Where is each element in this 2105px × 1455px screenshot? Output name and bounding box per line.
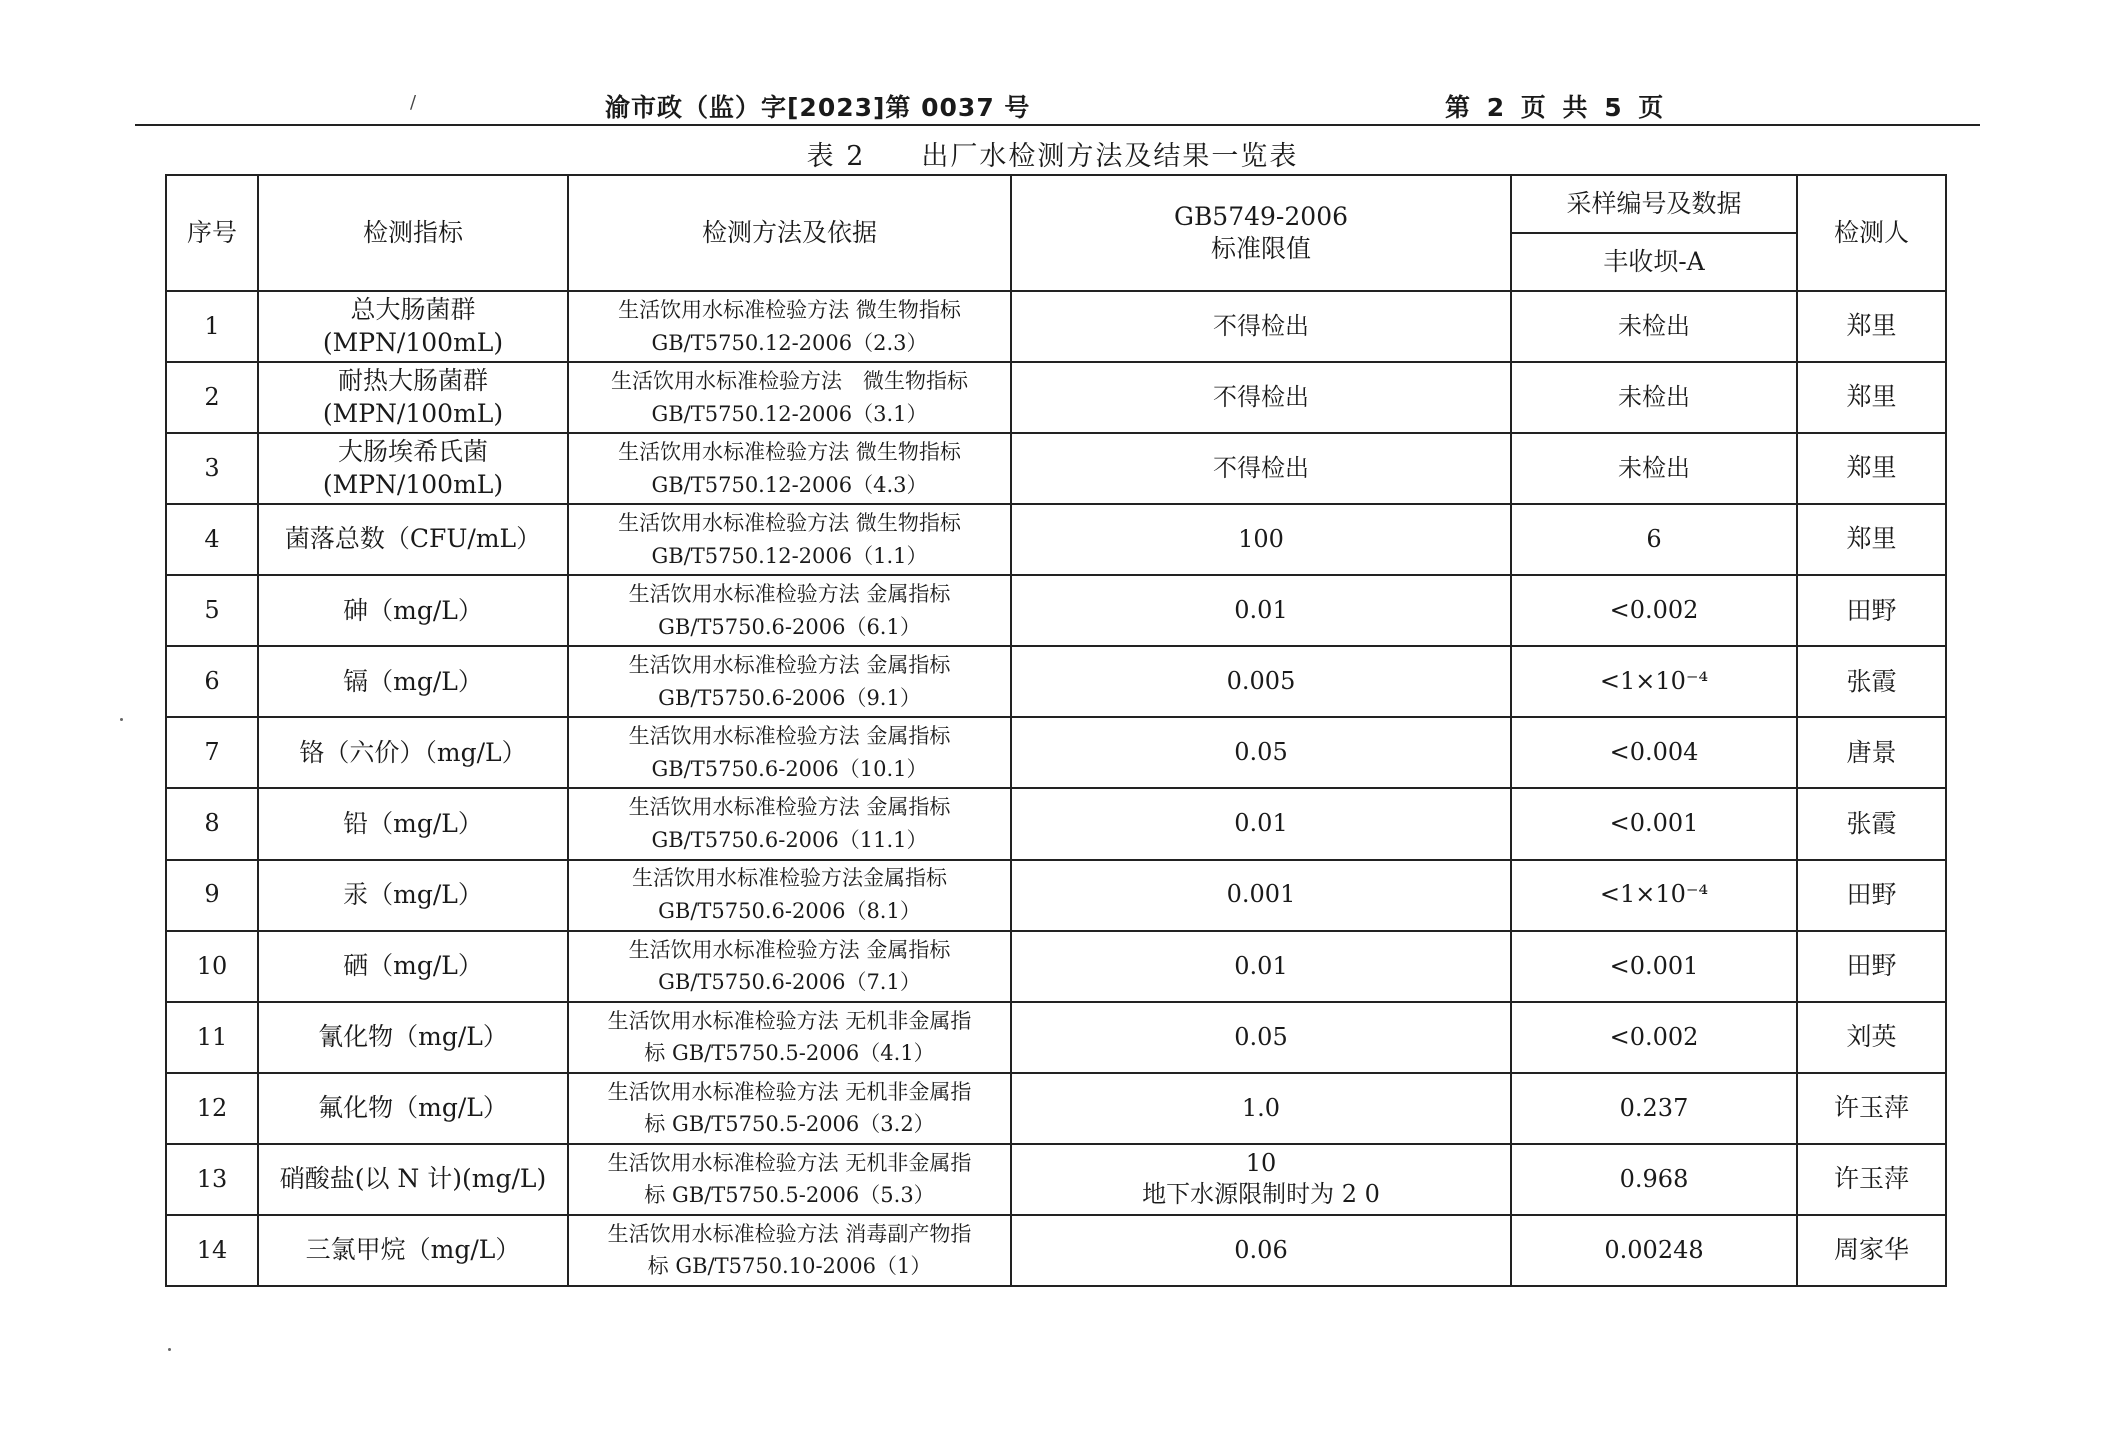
table-row <box>166 433 1946 504</box>
row-person: 郑里 <box>1797 433 1946 504</box>
indicator-text: 砷（mg/L） <box>343 595 483 625</box>
method-text: GB/T5750.6-2006（11.1） <box>651 827 928 852</box>
row-indicator <box>258 504 568 575</box>
indicator-text: 铬（六价）（mg/L） <box>299 737 527 767</box>
row-method <box>568 291 1011 362</box>
indicator-text: 耐热大肠菌群 <box>337 366 488 396</box>
row-index: 11 <box>166 1002 258 1073</box>
limit-text: 0.05 <box>1234 738 1288 767</box>
row-method <box>568 788 1011 859</box>
limit-text: 地下水源限制时为 2 0 <box>1142 1180 1380 1209</box>
table-row <box>166 1002 1946 1073</box>
limit-text: 不得检出 <box>1213 311 1309 340</box>
row-standard-limit <box>1011 860 1511 931</box>
row-indicator <box>258 931 568 1002</box>
indicator-text: 硒（mg/L） <box>343 950 483 980</box>
indicator-text: 三氯甲烷（mg/L） <box>305 1235 521 1265</box>
results-table <box>165 174 1947 1287</box>
row-result: <1×10⁻⁴ <box>1511 646 1797 717</box>
method-text: GB/T5750.6-2006（9.1） <box>658 685 921 710</box>
row-indicator <box>258 860 568 931</box>
row-method <box>568 717 1011 788</box>
indicator-text: 氟化物（mg/L） <box>318 1092 508 1122</box>
row-index: 10 <box>166 931 258 1002</box>
indicator-text: 汞（mg/L） <box>343 879 483 909</box>
method-text: 生活饮用水标准检验方法 无机非金属指 <box>607 1079 972 1104</box>
row-indicator <box>258 1144 568 1215</box>
indicator-text: 总大肠菌群 <box>350 295 476 325</box>
method-text: GB/T5750.12-2006（3.1） <box>651 401 928 426</box>
row-result: <0.001 <box>1511 788 1797 859</box>
row-standard-limit <box>1011 433 1511 504</box>
row-method <box>568 1144 1011 1215</box>
indicator-text: 铅（mg/L） <box>343 808 483 838</box>
row-indicator <box>258 291 568 362</box>
row-indicator <box>258 717 568 788</box>
table-row <box>166 788 1946 859</box>
row-result: 未检出 <box>1511 433 1797 504</box>
method-text: GB/T5750.12-2006（2.3） <box>651 330 928 355</box>
limit-text: 0.01 <box>1234 596 1288 625</box>
row-person: 唐景 <box>1797 717 1946 788</box>
row-indicator <box>258 362 568 433</box>
method-text: 生活饮用水标准检验方法金属指标 <box>632 866 947 891</box>
row-method <box>568 1215 1011 1286</box>
document-number: 渝市政（监）字[2023]第 0037 号 <box>605 93 1031 122</box>
row-result: 未检出 <box>1511 291 1797 362</box>
header-index: 序号 <box>166 175 258 291</box>
table-row <box>166 291 1946 362</box>
limit-text: 不得检出 <box>1213 383 1309 411</box>
limit-text: 0.01 <box>1234 809 1288 838</box>
method-text: 生活饮用水标准检验方法 微生物指标 <box>611 369 968 394</box>
header-sample-group: 采样编号及数据 <box>1511 175 1797 233</box>
method-text: 生活饮用水标准检验方法 无机非金属指 <box>607 1150 972 1175</box>
indicator-text: (MPN/100mL) <box>322 398 504 428</box>
method-text: 生活饮用水标准检验方法 消毒副产物指 <box>607 1221 972 1246</box>
table-row <box>166 646 1946 717</box>
limit-text: 不得检出 <box>1213 454 1309 483</box>
row-person: 刘英 <box>1797 1002 1946 1073</box>
method-text: 生活饮用水标准检验方法 金属指标 <box>628 937 951 962</box>
row-index: 1 <box>166 291 258 362</box>
row-indicator <box>258 788 568 859</box>
row-standard-limit <box>1011 1215 1511 1286</box>
row-person: 周家华 <box>1797 1215 1946 1286</box>
row-person: 田野 <box>1797 860 1946 931</box>
header-method: 检测方法及依据 <box>568 175 1011 291</box>
row-result: 0.00248 <box>1511 1215 1797 1286</box>
method-text: 生活饮用水标准检验方法 无机非金属指 <box>607 1008 972 1033</box>
table-row <box>166 1144 1946 1215</box>
row-person: 郑里 <box>1797 291 1946 362</box>
header-indicator: 检测指标 <box>258 175 568 291</box>
limit-text: 0.005 <box>1226 667 1296 696</box>
table-row <box>166 860 1946 931</box>
method-text: 标 GB/T5750.5-2006（4.1） <box>644 1041 935 1066</box>
row-indicator <box>258 646 568 717</box>
indicator-text: (MPN/100mL) <box>322 469 504 499</box>
limit-text: 100 <box>1238 525 1284 554</box>
scan-speck <box>120 718 123 721</box>
indicator-text: 大肠埃希氏菌 <box>337 437 488 467</box>
row-person: 郑里 <box>1797 362 1946 433</box>
row-indicator <box>258 1073 568 1144</box>
row-person: 许玉萍 <box>1797 1144 1946 1215</box>
row-standard-limit <box>1011 788 1511 859</box>
row-standard-limit <box>1011 575 1511 646</box>
method-text: 标 GB/T5750.5-2006（5.3） <box>644 1183 935 1208</box>
row-person: 田野 <box>1797 931 1946 1002</box>
row-result: 0.968 <box>1511 1144 1797 1215</box>
row-standard-limit <box>1011 1002 1511 1073</box>
row-standard-limit <box>1011 504 1511 575</box>
row-index: 4 <box>166 504 258 575</box>
row-result: <1×10⁻⁴ <box>1511 860 1797 931</box>
row-method <box>568 860 1011 931</box>
table-caption <box>0 134 2105 173</box>
limit-text: 0.01 <box>1234 951 1288 980</box>
limit-text: 10 <box>1245 1149 1277 1178</box>
row-result: <0.004 <box>1511 717 1797 788</box>
method-text: 标 GB/T5750.5-2006（3.2） <box>644 1112 935 1137</box>
row-result: 未检出 <box>1511 362 1797 433</box>
row-standard-limit <box>1011 1073 1511 1144</box>
row-index: 5 <box>166 575 258 646</box>
row-index: 7 <box>166 717 258 788</box>
indicator-text: 镉（mg/L） <box>343 666 483 696</box>
method-text: 生活饮用水标准检验方法 微生物指标 <box>618 297 961 322</box>
table-row <box>166 362 1946 433</box>
row-indicator <box>258 1002 568 1073</box>
table-row <box>166 931 1946 1002</box>
header-limit-label: 标准限值 <box>1210 234 1311 263</box>
row-index: 13 <box>166 1144 258 1215</box>
page-header <box>135 88 1980 126</box>
method-text: GB/T5750.12-2006（4.3） <box>651 472 928 497</box>
method-text: GB/T5750.6-2006（6.1） <box>658 614 921 639</box>
method-text: 生活饮用水标准检验方法 金属指标 <box>628 582 951 607</box>
row-method <box>568 575 1011 646</box>
method-text: 标 GB/T5750.10-2006（1） <box>647 1254 932 1279</box>
row-index: 14 <box>166 1215 258 1286</box>
row-result: <0.001 <box>1511 931 1797 1002</box>
row-result: <0.002 <box>1511 575 1797 646</box>
header-standard-limit <box>1011 175 1511 291</box>
row-person: 张霞 <box>1797 788 1946 859</box>
method-text: 生活饮用水标准检验方法 金属指标 <box>628 795 951 820</box>
table-number: 表 2 <box>806 141 866 172</box>
method-text: 生活饮用水标准检验方法 微生物指标 <box>618 511 961 536</box>
row-standard-limit <box>1011 1144 1511 1215</box>
table-row <box>166 504 1946 575</box>
table-row <box>166 575 1946 646</box>
row-index: 2 <box>166 362 258 433</box>
row-method <box>568 1073 1011 1144</box>
header-sample-id: 丰收坝-A <box>1511 233 1797 291</box>
indicator-text: 氰化物（mg/L） <box>318 1021 508 1051</box>
method-text: 生活饮用水标准检验方法 金属指标 <box>628 724 951 749</box>
row-standard-limit <box>1011 291 1511 362</box>
row-standard-limit <box>1011 931 1511 1002</box>
row-standard-limit <box>1011 717 1511 788</box>
row-person: 张霞 <box>1797 646 1946 717</box>
indicator-text: 硝酸盐(以 N 计)(mg/L) <box>279 1164 547 1194</box>
limit-text: 0.001 <box>1226 880 1296 909</box>
row-index: 9 <box>166 860 258 931</box>
row-standard-limit <box>1011 362 1511 433</box>
method-text: 生活饮用水标准检验方法 微生物指标 <box>618 440 961 465</box>
method-text: GB/T5750.12-2006（1.1） <box>651 543 928 568</box>
page-number: 第 2 页 共 5 页 <box>1445 93 1668 122</box>
table-row <box>166 1073 1946 1144</box>
row-index: 12 <box>166 1073 258 1144</box>
table-title: 出厂水检测方法及结果一览表 <box>921 141 1299 172</box>
method-text: GB/T5750.6-2006（7.1） <box>658 970 921 995</box>
table-row <box>166 1215 1946 1286</box>
row-person: 田野 <box>1797 575 1946 646</box>
limit-text: 0.05 <box>1234 1022 1288 1051</box>
method-text: GB/T5750.6-2006（8.1） <box>658 899 921 924</box>
row-result: 0.237 <box>1511 1073 1797 1144</box>
row-indicator <box>258 1215 568 1286</box>
row-result: <0.002 <box>1511 1002 1797 1073</box>
method-text: GB/T5750.6-2006（10.1） <box>651 756 928 781</box>
row-indicator <box>258 575 568 646</box>
row-indicator <box>258 433 568 504</box>
row-method <box>568 646 1011 717</box>
row-index: 6 <box>166 646 258 717</box>
row-result: 6 <box>1511 504 1797 575</box>
row-standard-limit <box>1011 646 1511 717</box>
header-standard-code: GB5749-2006 <box>1173 201 1349 231</box>
indicator-text: 菌落总数（CFU/mL） <box>284 524 542 554</box>
row-person: 郑里 <box>1797 504 1946 575</box>
indicator-text: (MPN/100mL) <box>322 327 504 357</box>
row-method <box>568 504 1011 575</box>
header-mark: / <box>410 92 417 113</box>
row-method <box>568 1002 1011 1073</box>
row-index: 8 <box>166 788 258 859</box>
row-person: 许玉萍 <box>1797 1073 1946 1144</box>
method-text: 生活饮用水标准检验方法 金属指标 <box>628 653 951 678</box>
row-method <box>568 931 1011 1002</box>
limit-text: 0.06 <box>1234 1235 1288 1264</box>
header-person: 检测人 <box>1797 175 1946 291</box>
limit-text: 1.0 <box>1241 1093 1281 1122</box>
table-row <box>166 717 1946 788</box>
row-method <box>568 362 1011 433</box>
row-index: 3 <box>166 433 258 504</box>
scan-speck <box>168 1348 171 1351</box>
row-method <box>568 433 1011 504</box>
